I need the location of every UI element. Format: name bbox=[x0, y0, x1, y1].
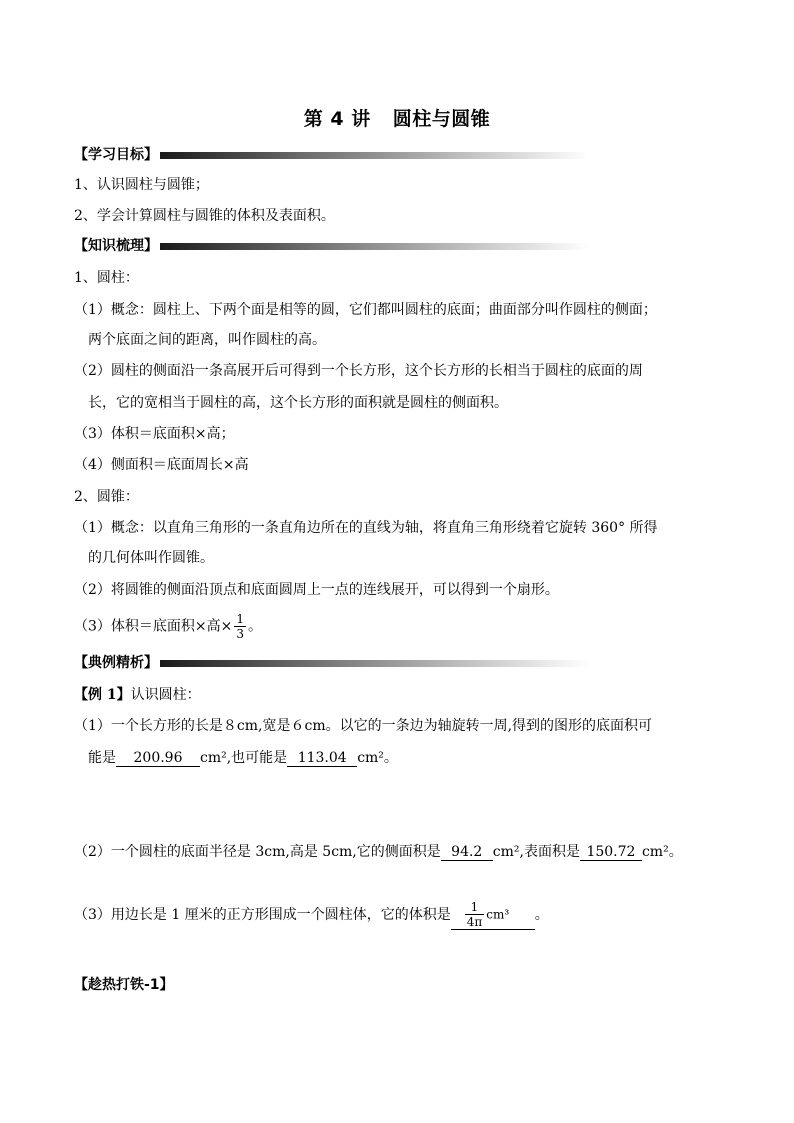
cylinder-volume-formula: （3）体积＝底面积×高； bbox=[74, 426, 235, 442]
answer-blank: 200.96 bbox=[116, 750, 200, 767]
fraction-denominator: 4π bbox=[466, 915, 483, 929]
section-header-goals bbox=[74, 146, 589, 166]
question-text: 。 bbox=[534, 907, 549, 923]
cylinder-lateral-area-formula: （4）侧面积＝底面周长×高 bbox=[74, 457, 249, 473]
question-text: 能是 bbox=[88, 750, 116, 766]
question-3 bbox=[74, 900, 549, 930]
lesson-number: 第 4 讲 bbox=[303, 108, 371, 130]
question-1-line2 bbox=[88, 748, 398, 768]
question-2 bbox=[74, 842, 683, 862]
cone-concept-line1: （1）概念：以直角三角形的一条直角边所在的直线为轴，将直角三角形绕着它旋转 360° 所得 bbox=[74, 520, 658, 536]
question-text: ,表面积是 bbox=[519, 844, 580, 860]
formula-end: 。 bbox=[248, 618, 263, 635]
section-label: 【知识梳理】 bbox=[74, 238, 158, 254]
question-text: 。 bbox=[668, 844, 683, 860]
cylinder-lateral-line2: 长，它的宽相当于圆柱的高，这个长方形的面积就是圆柱的侧面积。 bbox=[88, 395, 508, 411]
answer-blank: 150.72 bbox=[580, 844, 642, 861]
unit: cm² bbox=[357, 750, 384, 766]
answer-blank: 113.04 bbox=[287, 750, 357, 767]
fraction-numerator: 1 bbox=[236, 612, 245, 626]
cone-volume-formula bbox=[74, 612, 262, 641]
goal-item: 1、认识圆柱与圆锥； bbox=[74, 177, 209, 193]
answer-blank: 94.2 bbox=[441, 844, 493, 861]
example-1-heading bbox=[74, 685, 201, 705]
formula-text: （3）体积＝底面积×高× bbox=[74, 618, 233, 635]
section-header-practice: 【趁热打铁-1】 bbox=[74, 977, 174, 993]
cone-heading: 2、圆锥： bbox=[74, 489, 139, 505]
section-label: 【学习目标】 bbox=[74, 147, 158, 163]
page-title bbox=[0, 104, 794, 131]
goal-item: 2、学会计算圆柱与圆锥的体积及表面积。 bbox=[74, 208, 335, 224]
section-header-examples bbox=[74, 654, 589, 674]
cone-net-description: （2）将圆锥的侧面沿顶点和底面圆周上一点的连线展开，可以得到一个扇形。 bbox=[74, 582, 559, 598]
cylinder-concept-line2: 两个底面之间的距离，叫作圆柱的高。 bbox=[88, 332, 326, 348]
answer-blank bbox=[451, 900, 535, 930]
unit: cm² bbox=[200, 750, 227, 766]
section-gradient-bar bbox=[160, 660, 589, 667]
unit: cm³ bbox=[486, 907, 510, 922]
question-text: ,也可能是 bbox=[226, 750, 288, 766]
fraction-one-third bbox=[234, 612, 246, 641]
section-label: 【典例精析】 bbox=[74, 655, 158, 671]
cone-concept-line2: 的几何体叫作圆锥。 bbox=[88, 550, 214, 566]
fraction-denominator: 3 bbox=[236, 627, 245, 641]
example-label: 【例 1】 bbox=[74, 687, 131, 703]
section-gradient-bar bbox=[160, 243, 589, 250]
question-text: 。 bbox=[383, 750, 398, 766]
question-text: （2）一个圆柱的底面半径是 3cm,高是 5cm,它的侧面积是 bbox=[74, 844, 441, 860]
unit: cm² bbox=[641, 844, 669, 860]
question-text: （3）用边长是 1 厘米的正方形围成一个圆柱体，它的体积是 bbox=[74, 907, 451, 923]
section-header-knowledge bbox=[74, 237, 589, 257]
fraction-numerator: 1 bbox=[465, 900, 485, 915]
fraction-answer bbox=[465, 900, 485, 929]
section-gradient-bar bbox=[160, 152, 589, 159]
cylinder-heading: 1、圆柱： bbox=[74, 270, 139, 286]
unit: cm² bbox=[492, 844, 520, 860]
cylinder-concept-line1: （1）概念：圆柱上、下两个面是相等的圆，它们都叫圆柱的底面；曲面部分叫作圆柱的侧面； bbox=[74, 302, 657, 318]
example-topic: 认识圆柱： bbox=[130, 687, 201, 703]
cylinder-lateral-line1: （2）圆柱的侧面沿一条高展开后可得到一个长方形，这个长方形的长相当于圆柱的底面的周 bbox=[74, 363, 643, 379]
lesson-topic: 圆柱与圆锥 bbox=[392, 108, 491, 130]
question-1-line1: （1）一个长方形的长是８cm,宽是６cm。以它的一条边为轴旋转一周,得到的图形的底面积可 bbox=[74, 718, 653, 734]
